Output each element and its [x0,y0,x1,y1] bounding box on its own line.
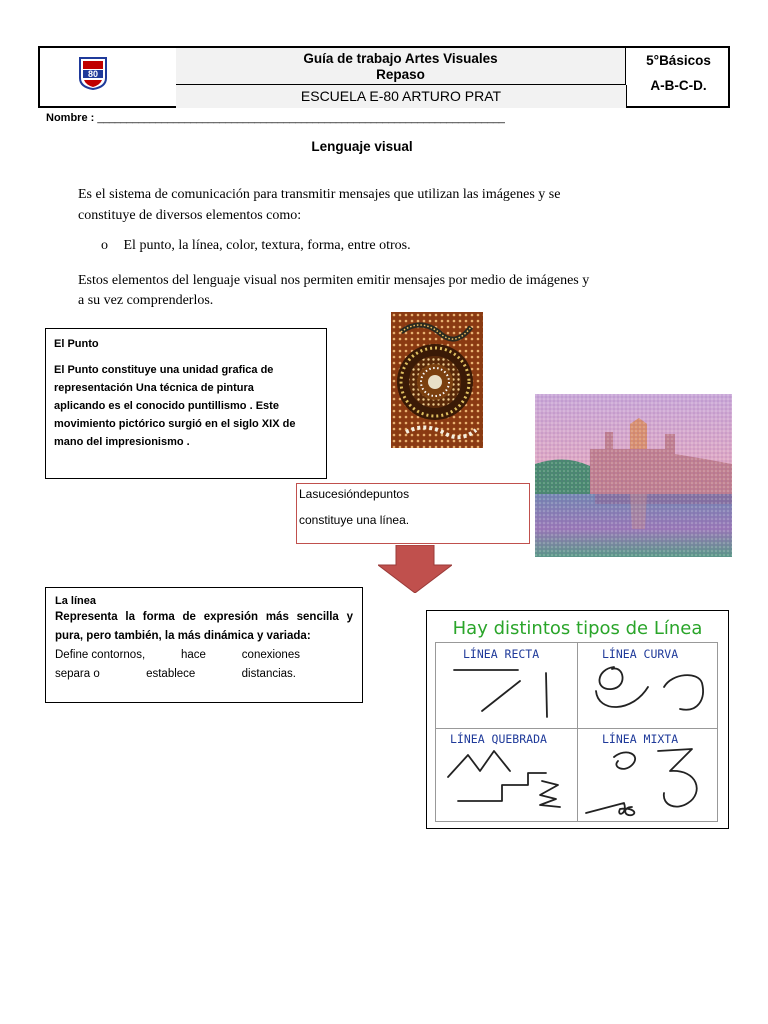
punto-title: El Punto [54,338,99,350]
punto-box [45,328,327,479]
line-drawings [436,643,719,823]
para2-line-1: Estos elementos del lenguaje visual nos permiten emitir mensajes por medio de imágenes y [78,273,590,288]
bullet-item [101,238,411,254]
punto-text [54,361,318,451]
grade-label: 5°Básicos [646,53,711,68]
sections-label: A-B-C-D. [650,78,707,93]
linea-box [45,587,363,703]
bullet-marker: o [101,238,108,253]
down-arrow-icon [378,545,452,593]
punto-line-4: movimiento pictórico surgió en el siglo XIX de [54,418,296,430]
mixed-line-3 [658,749,697,807]
punto-line-1: El Punto constituye una unidad grafica de [54,364,274,376]
sucesion-line-1: Lasucesióndepuntos [299,487,410,501]
zigzag-line [448,751,510,777]
linea-line-4b: establece [146,668,196,680]
bullet-text: El punto, la línea, color, textura, forma, entre otros. [123,238,411,253]
punto-line-2: representación Una técnica de pintura [54,382,254,394]
punto-line-3: aplicando es el conocido puntillismo . Este [54,400,279,412]
line-types-grid [435,642,718,822]
curved-line-1 [596,667,648,707]
sucesion-line-2: constituye una línea. [299,513,410,527]
page-title: Lenguaje visual [311,139,413,154]
name-field-row [46,112,505,124]
school-logo-icon [78,56,108,90]
straight-line-vertical [546,673,547,717]
svg-text:80: 80 [87,69,99,79]
mixed-line-1 [614,752,635,768]
zigzag-line-small [540,781,560,807]
name-label: Nombre : [46,112,95,124]
linea-line-2: pura, pero también, la más dinámica y variada: [55,630,311,642]
title-line-2: Repaso [376,67,425,82]
linea-line-3 [55,646,300,665]
linea-title: La línea [55,595,96,607]
straight-line-diagonal [482,681,520,711]
second-paragraph [78,271,589,311]
linea-line-3c: conexiones [241,649,300,661]
linea-line-4a: separa o [55,668,100,680]
curved-line-2 [664,675,703,710]
grade-cell [627,48,730,106]
mixed-line-2 [586,803,634,815]
pointillism-painting-image [535,394,732,557]
label-linea-quebrada: LÍNEA QUEBRADA [450,732,547,746]
name-line[interactable]: ______________________________________________________________________ [97,112,505,124]
intro-paragraph [78,184,560,226]
label-linea-mixta: LÍNEA MIXTA [602,732,679,746]
dot-art-image [391,312,483,448]
stepped-line [458,773,546,801]
linea-line-3b: hace [181,649,206,661]
linea-line-4c: distancias. [241,668,296,680]
intro-line-1: Es el sistema de comunicación para transmitir mensajes que utilizan las imágenes y se [78,187,561,202]
para2-line-2: a su vez comprenderlos. [78,293,214,308]
sucesion-box [296,483,530,544]
linea-line-3a: Define contornos, [55,649,146,661]
line-types-title: Hay distintos tipos de Línea [452,618,703,639]
worksheet-title [176,48,626,85]
logo-cell [40,48,177,106]
line-types-figure [426,610,729,829]
punto-line-5: mano del impresionismo . [54,436,190,448]
label-linea-curva: LÍNEA CURVA [602,647,679,661]
title-line-1: Guía de trabajo Artes Visuales [303,51,498,66]
linea-line-1: Representa la forma de expresión más sencilla y [55,611,353,623]
intro-line-2: constituye de diversos elementos como: [78,208,302,223]
linea-line-4 [55,665,296,684]
label-linea-recta: LÍNEA RECTA [463,647,540,661]
school-name: ESCUELA E-80 ARTURO PRAT [176,85,627,108]
header-table [38,46,730,108]
